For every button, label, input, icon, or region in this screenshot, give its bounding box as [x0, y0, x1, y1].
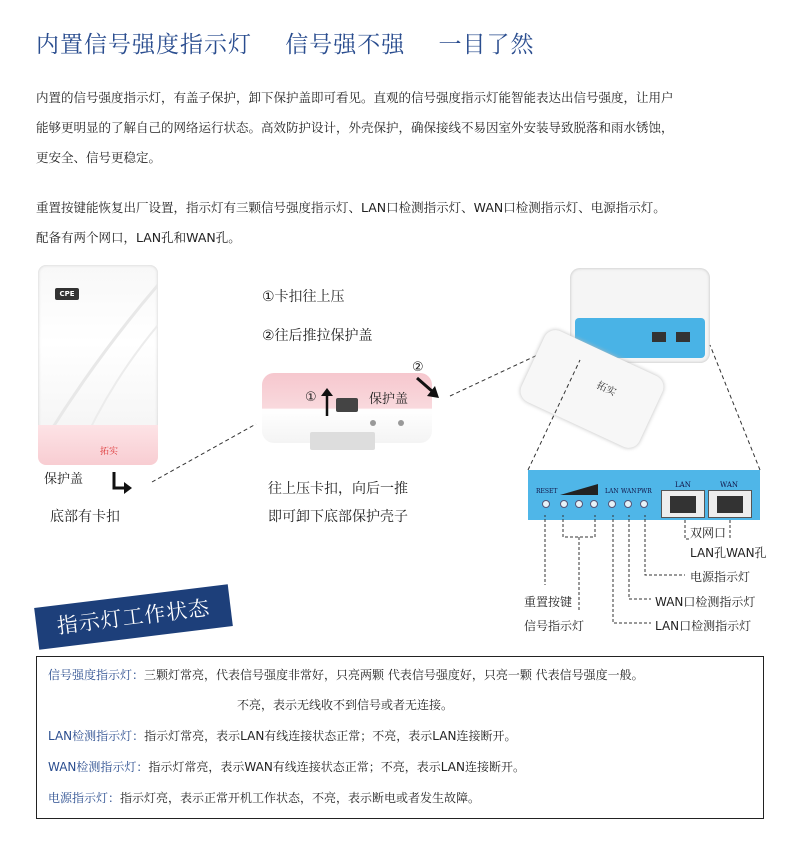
page-title: 内置信号强度指示灯 信号强不强 一目了然	[36, 32, 535, 58]
intro-line-2: 能够更明显的了解自己的网络运行状态。高效防护设计，外壳保护，确保接线不易因室外安装导致脱落和雨水锈蚀，	[36, 120, 674, 135]
cover-label: 保护盖	[369, 392, 409, 407]
dashed-connector-1	[150, 420, 260, 485]
status-signal-text: 三颗灯常亮，代表信号强度非常好，只亮两颗 代表信号强度好，只亮一颗 代表信号强度一般。	[144, 668, 644, 682]
signal-led	[575, 500, 583, 508]
device-opened-brand: 拓实	[594, 380, 618, 399]
callout-signal: 信号指示灯	[524, 619, 585, 633]
device-front-cover	[38, 425, 158, 465]
callout-lan-wan: LAN孔WAN孔	[690, 546, 767, 560]
marker-2: ②	[412, 360, 424, 375]
intro-line-5: 配备有两个网口，LAN孔和WAN孔。	[36, 230, 241, 245]
callout-lan: LAN口检测指示灯	[655, 619, 752, 633]
callout-dual-port: 双网口	[690, 526, 727, 540]
port-wan-label: WAN	[720, 481, 739, 489]
status-signal-row	[48, 666, 644, 683]
port-lan-label: LAN	[675, 481, 691, 489]
dashed-connector-3	[520, 340, 770, 475]
status-signal-key: 信号强度指示灯：	[48, 668, 145, 682]
status-power-key: 电源指示灯：	[48, 791, 121, 805]
signal-led	[560, 500, 568, 508]
callout-wan: WAN口检测指示灯	[655, 595, 756, 609]
status-wan-row	[48, 758, 525, 775]
cpe-logo: CPE	[55, 288, 79, 300]
device-front-brand: 拓实	[100, 447, 119, 457]
step-2-text: ②往后推拉保护盖	[262, 328, 373, 344]
arrow-icon	[110, 470, 134, 496]
intro-line-4: 重置按键能恢复出厂设置，指示灯有三颗信号强度指示灯、LAN口检测指示灯、WAN口检测指示灯、电源指示灯。	[36, 200, 666, 215]
status-lan-key: LAN检测指示灯：	[48, 729, 145, 743]
caption-line-2: 即可卸下底部保护壳子	[268, 509, 408, 525]
lan-port	[661, 490, 705, 518]
screw-hole	[398, 420, 404, 426]
step-1-text: ①卡扣往上压	[262, 289, 345, 305]
signal-led	[590, 500, 598, 508]
device-mount-foot	[310, 432, 375, 450]
status-lan-row	[48, 727, 516, 744]
lan-led	[608, 500, 616, 508]
panel-lan-label: LAN	[605, 488, 619, 495]
status-wan-text: 指示灯常亮，表示WAN有线连接状态正常；不亮，表示LAN连接断开。	[148, 760, 525, 774]
reset-button-indicator	[542, 500, 550, 508]
marker-1: ①	[305, 390, 317, 405]
panel-wan-label: WAN	[621, 488, 637, 495]
status-signal-text-2: 不亮，表示无线收不到信号或者无连接。	[237, 698, 454, 712]
wan-port	[708, 490, 752, 518]
signal-strength-icon	[560, 482, 600, 496]
screw-hole	[370, 420, 376, 426]
status-banner: 指示灯工作状态	[34, 584, 233, 649]
power-led	[640, 500, 648, 508]
status-lan-text: 指示灯常亮，表示LAN有线连接状态正常；不亮，表示LAN连接断开。	[144, 729, 517, 743]
push-arrow-icon	[415, 376, 441, 400]
callout-reset: 重置按键	[524, 595, 573, 609]
intro-line-1: 内置的信号强度指示灯，有盖子保护，卸下保护盖即可看见。直观的信号强度指示灯能智能表达出信号强度，让用户	[36, 90, 674, 105]
caption-line-1: 往上压卡扣，向后一推	[268, 481, 408, 497]
status-power-row	[48, 789, 480, 806]
callout-power: 电源指示灯	[690, 570, 751, 584]
status-power-text: 指示灯亮，表示正常开机工作状态，不亮，表示断电或者发生故障。	[120, 791, 481, 805]
clip-slot	[336, 398, 358, 412]
panel-pwr-label: PWR	[637, 488, 652, 495]
status-wan-key: WAN检测指示灯：	[48, 760, 149, 774]
intro-line-3: 更安全、信号更稳定。	[36, 150, 162, 165]
wan-led	[624, 500, 632, 508]
label-bottom-clip: 底部有卡扣	[50, 509, 120, 525]
label-protective-cover: 保护盖	[44, 472, 84, 487]
panel-reset-label: RESET	[536, 488, 558, 495]
curved-arrow-icon	[318, 388, 336, 418]
